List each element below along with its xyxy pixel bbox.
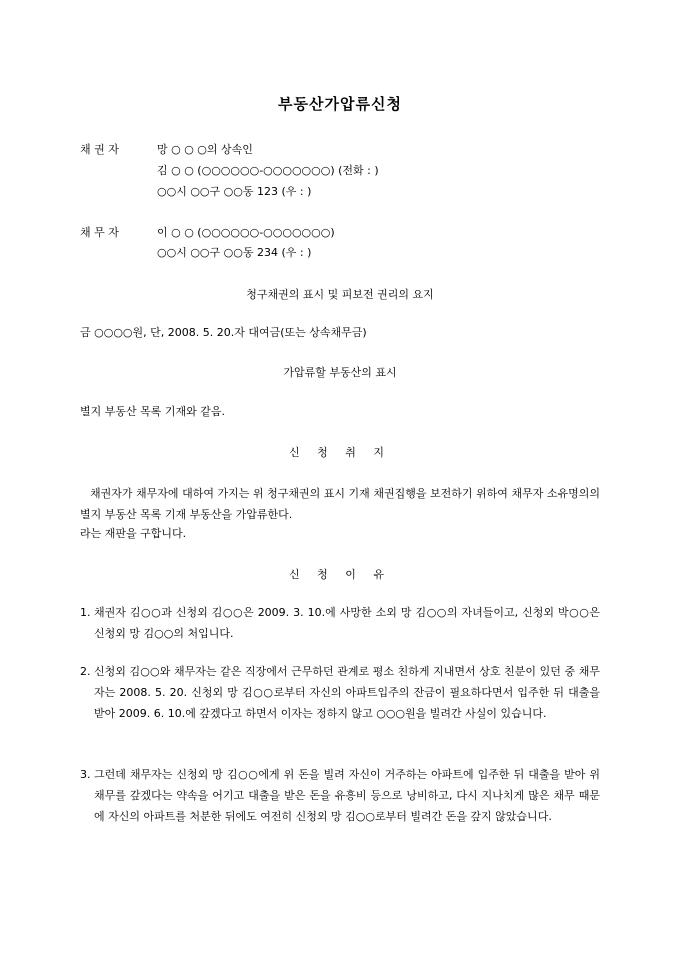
- property-text: 별지 부동산 목록 기재와 같음.: [80, 405, 225, 418]
- claim-heading: 청구채권의 표시 및 피보전 권리의 요지: [246, 288, 434, 301]
- reason-text: 채권자 김○○과 신청외 김○○은 2009. 3. 10.에 사망한 소외 망 김○○의 자녀들이고, 신청외 박○○은 신청외 망 김○○의 처입니다.: [94, 606, 600, 640]
- reason-number: 1.: [80, 606, 91, 619]
- reason-item-2: [80, 661, 600, 724]
- reason-text: 신청외 김○○와 채무자는 같은 직장에서 근무하던 관계로 평소 친하게 지내면서 상호 친분이 있던 중 채무자는 2008. 5. 20. 신청외 망 김○○로부터 자신의 아파트입주의 잔금이 필요하다면서 입주한 뒤 대출을 받아 2009. 6. 10.에 갚겠다고 하면서 이자는 정하지 않고 ○○○원을 빌려간 사실이 있습니다.: [94, 665, 600, 720]
- purpose-heading: 신 청 취 지: [289, 446, 391, 459]
- document-title: 부동산가압류신청: [278, 95, 402, 113]
- reason-item-1: [80, 602, 600, 644]
- creditor-line-3: ○○시 ○○구 ○○동 123 (우 : ): [157, 185, 312, 198]
- debtor-label: 채 무 자: [80, 226, 119, 239]
- claim-text: 금 ○○○○원, 단, 2008. 5. 20.자 대여금(또는 상속채무금): [80, 326, 367, 339]
- debtor-line-1: 이 ○ ○ (○○○○○○-○○○○○○○): [157, 226, 335, 239]
- purpose-text-2: 라는 재판을 구합니다.: [80, 527, 187, 540]
- reason-number: 2.: [80, 665, 91, 678]
- creditor-line-2: 김 ○ ○ (○○○○○○-○○○○○○○) (전화 : ): [157, 164, 379, 177]
- reason-item-3: [80, 764, 600, 827]
- reason-number: 3.: [80, 768, 91, 781]
- creditor-label: 채 권 자: [80, 143, 119, 156]
- reason-heading: 신 청 이 유: [289, 568, 391, 581]
- property-heading: 가압류할 부동산의 표시: [283, 366, 397, 379]
- reason-text: 그런데 채무자는 신청외 망 김○○에게 위 돈을 빌려 자신이 거주하는 아파트에 입주한 뒤 대출을 받아 위 채무를 갚겠다는 약속을 어기고 대출을 받은 돈을 유흥비 등으로 낭비하고, 다시 지나치게 많은 채무 때문에 자신의 아파트를 처분한 뒤에도 여전히 신청외 망 김○○로부터 빌려간 돈을 갚지 않았습니다.: [94, 768, 600, 823]
- creditor-line-1: 망 ○ ○ ○의 상속인: [157, 143, 253, 156]
- purpose-text-1: 채권자가 채무자에 대하여 가지는 위 청구채권의 표시 기재 채권집행을 보전하기 위하여 채무자 소유명의의 별지 부동산 목록 기재 부동산을 가압류한다.: [80, 487, 600, 521]
- debtor-line-2: ○○시 ○○구 ○○동 234 (우 : ): [157, 246, 312, 259]
